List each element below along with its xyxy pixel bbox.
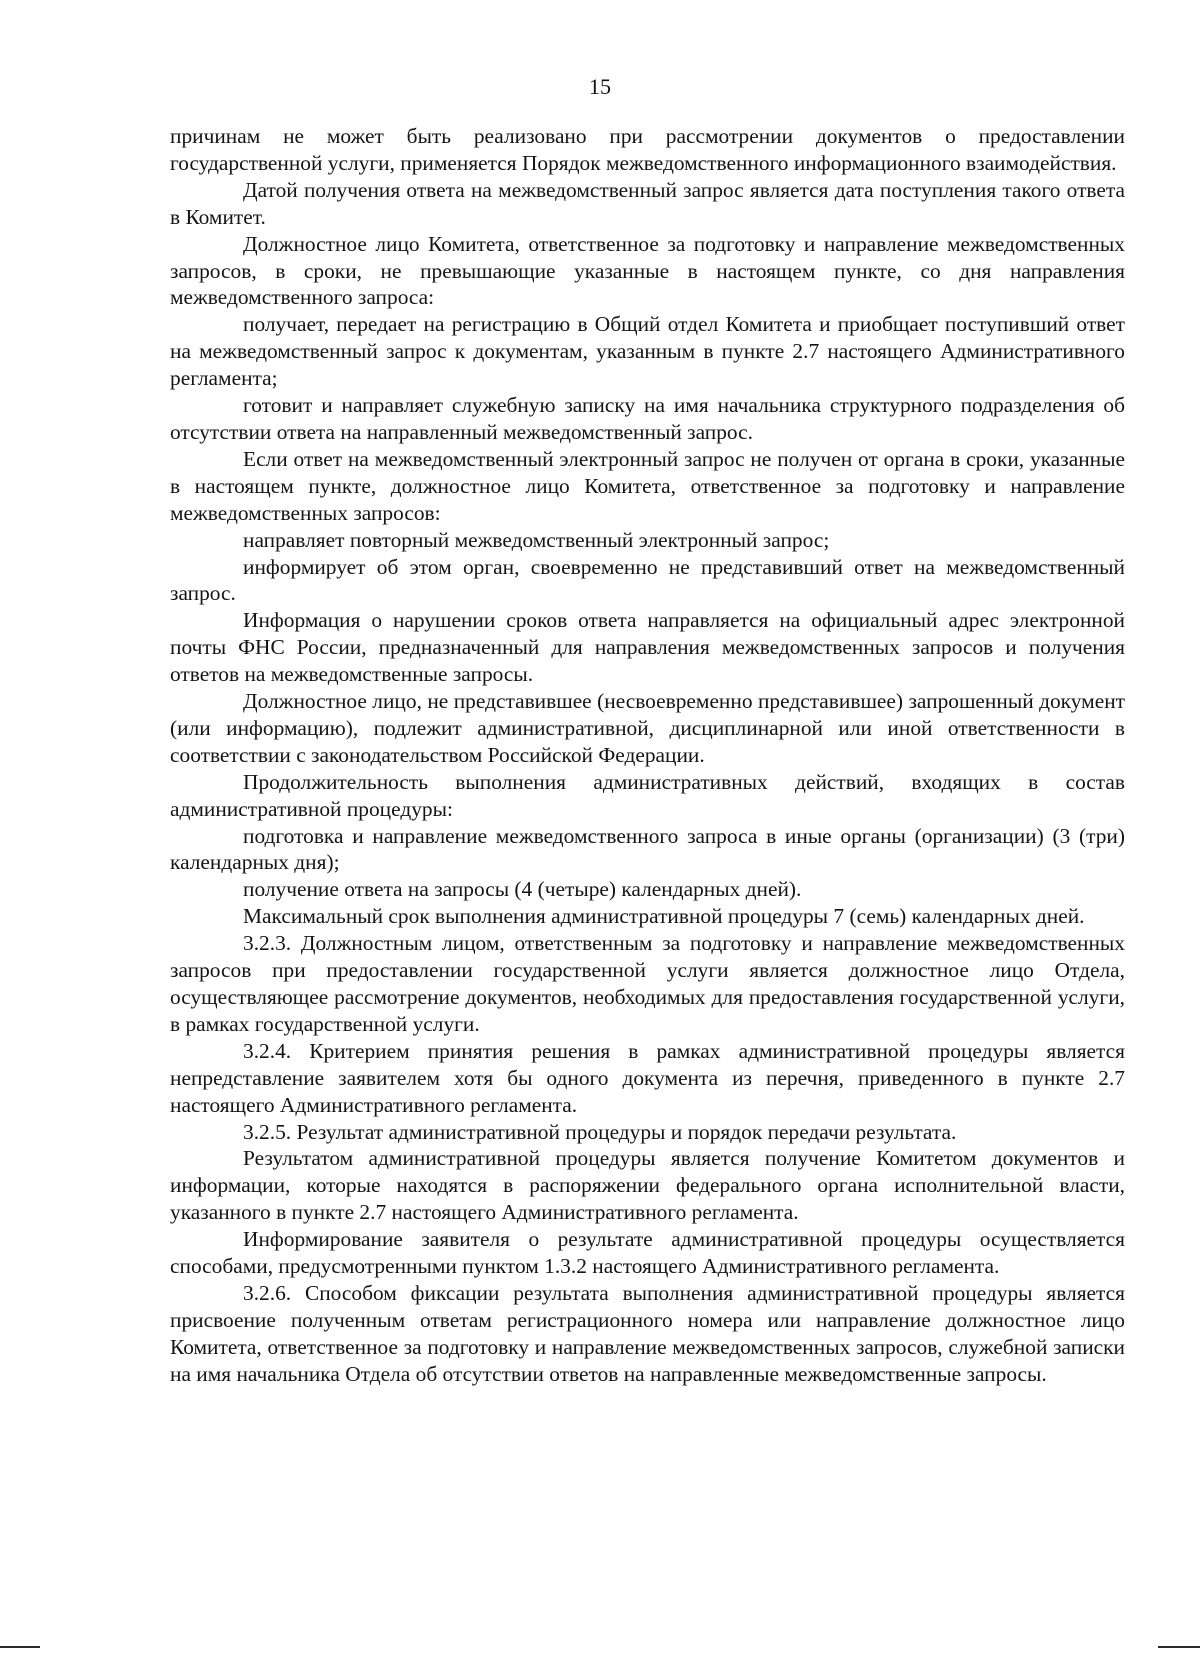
- scan-edge-right: [1158, 1646, 1200, 1648]
- paragraph-continuation: причинам не может быть реализовано при рассмотрении документов о предоставлении государственной услуги, применяется Порядок межведомственного информационного взаимодействия.: [170, 124, 1125, 175]
- paragraph-preparation-days: подготовка и направление межведомственного запроса в иные органы (организации) (3 (три) календарных дня);: [170, 823, 1125, 875]
- paragraph-duration: Продолжительность выполнения административных действий, входящих в состав административной процедуры:: [170, 769, 1125, 821]
- document-body: [170, 123, 1125, 1388]
- paragraph-max-term: Максимальный срок выполнения административной процедуры 7 (семь) календарных дней.: [243, 904, 1085, 929]
- paragraph-liability: Должностное лицо, не представившее (несвоевременно представившее) запрошенный документ (или информацию), подлежит административной, дисциплинарной или иной ответственности в соответствии с законодательством Российской Федерации.: [170, 689, 1125, 767]
- paragraph-fns-notice: Информация о нарушении сроков ответа направляется на официальный адрес электронной почты ФНС России, предназначенный для направления межведомственных запросов и получения ответов на межведомственные запросы.: [170, 608, 1125, 687]
- paragraph-receives-response: получает, передает на регистрацию в Общий отдел Комитета и приобщает поступивший ответ на межведомственный запрос к документам, указанным в пункте 2.7 настоящего Административного регламента;: [170, 312, 1125, 391]
- paragraph-3-2-6: 3.2.6. Способом фиксации результата выполнения административной процедуры является присвоение полученным ответам регистрационного номера или направление должностное лицо Комитета, ответственное за подготовку и направление межведомственных запросов, служебной записки на имя начальника Отдела об отсутствии ответов на направленные межведомственные запросы.: [170, 1280, 1125, 1386]
- paragraph-response-date: Датой получения ответа на межведомственный запрос является дата поступления такого ответа в Комитет.: [170, 177, 1125, 229]
- scan-edge-left: [0, 1646, 40, 1648]
- paragraph-3-2-5: 3.2.5. Результат административной процедуры и порядок передачи результата.: [243, 1119, 957, 1144]
- paragraph-prepares-memo: готовит и направляет служебную записку на имя начальника структурного подразделения об отсутствии ответа на направленный межведомственный запрос.: [170, 393, 1125, 444]
- paragraph-official-duties: Должностное лицо Комитета, ответственное за подготовку и направление межведомственных запросов, в сроки, не превышающие указанные в настоящем пункте, со дня направления межведомственного запроса:: [170, 231, 1125, 310]
- paragraph-result: Результатом административной процедуры является получение Комитетом документов и информации, которые находятся в распоряжении федерального органа исполнительной власти, указанного в пункте 2.7 настоящего Административного регламента.: [170, 1146, 1125, 1225]
- paragraph-3-2-3: 3.2.3. Должностным лицом, ответственным за подготовку и направление межведомственных запросов при предоставлении государственной услуги является должностное лицо Отдела, осуществляющее рассмотрение документов, необходимых для предоставления государственной услуги, в рамках государственной услуги.: [170, 931, 1125, 1036]
- paragraph-informing-applicant: Информирование заявителя о результате административной процедуры осуществляется способами, предусмотренными пунктом 1.3.2 настоящего Административного регламента.: [170, 1227, 1125, 1279]
- page-number: 15: [589, 74, 611, 99]
- paragraph-informs-body: информирует об этом орган, своевременно не представивший ответ на межведомственный запрос.: [170, 554, 1125, 606]
- paragraph-receipt-days: получение ответа на запросы (4 (четыре) календарных дней).: [243, 877, 802, 902]
- paragraph-3-2-4: 3.2.4. Критерием принятия решения в рамках административной процедуры является непредставление заявителем хотя бы одного документа из перечня, приведенного в пункте 2.7 настоящего Административного регламента.: [170, 1038, 1125, 1117]
- paragraph-no-response: Если ответ на межведомственный электронный запрос не получен от органа в сроки, указанные в настоящем пункте, должностное лицо Комитета, ответственное за подготовку и направление межведомственных запросов:: [170, 446, 1125, 525]
- paragraph-repeat-request: направляет повторный межведомственный электронный запрос;: [243, 527, 830, 552]
